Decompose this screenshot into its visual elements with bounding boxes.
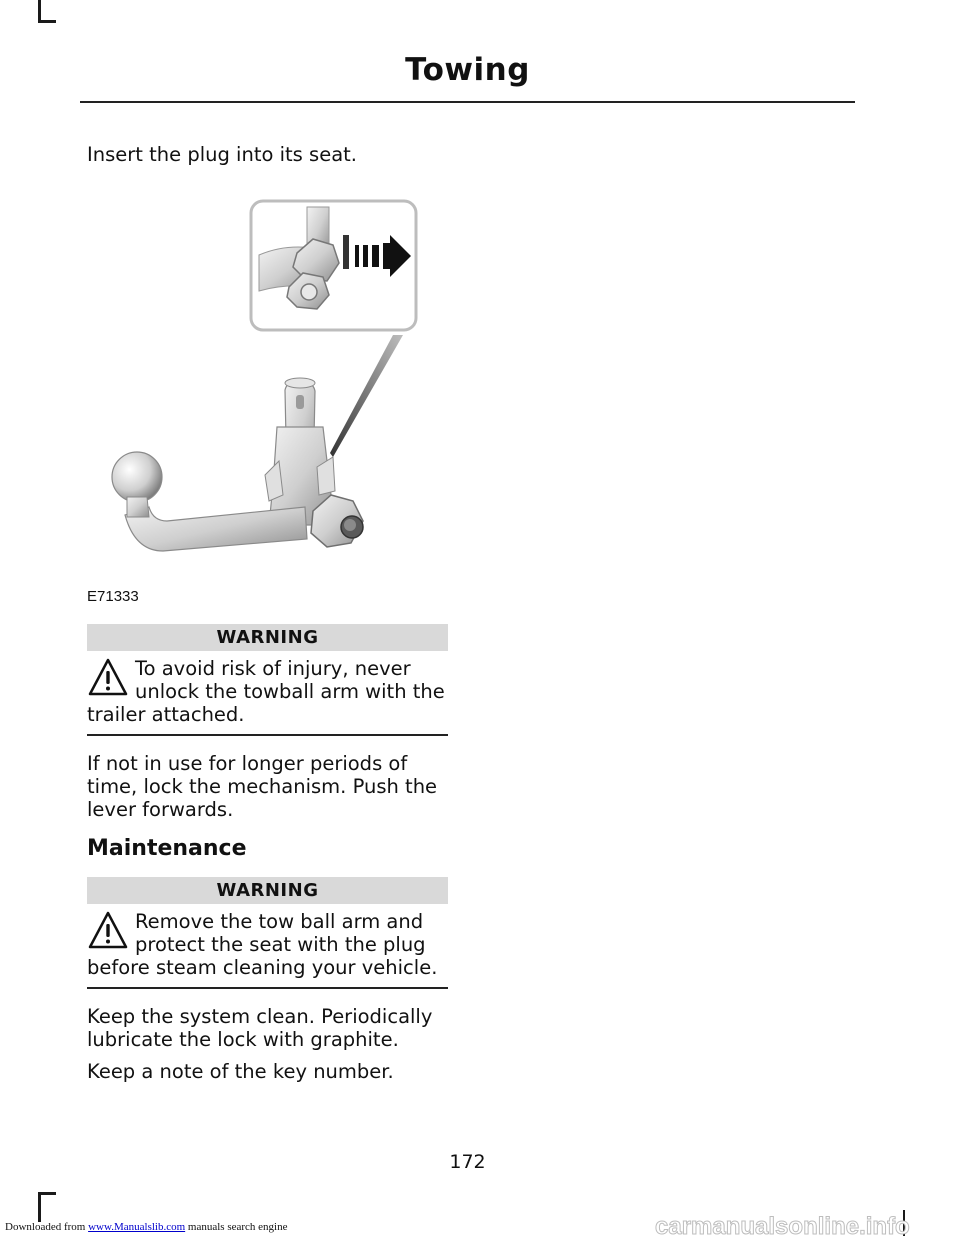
warning-box bbox=[87, 910, 448, 979]
warning-heading: WARNING bbox=[87, 624, 448, 651]
figure-code: E71333 bbox=[87, 588, 139, 605]
warning-text: To avoid risk of injury, never unlock the towball arm with the trailer attached. bbox=[87, 657, 445, 726]
warning-text: Remove the tow ball arm and protect the seat with the plug before steam cleaning your vehicle. bbox=[87, 910, 438, 979]
crop-mark-bottom-left bbox=[38, 1192, 41, 1222]
page-number: 172 bbox=[449, 1151, 486, 1173]
towball-illustration bbox=[87, 195, 427, 585]
crop-mark-top-left bbox=[38, 0, 41, 22]
warning-box bbox=[87, 657, 448, 726]
watermark-text: carmanualsonline.info bbox=[655, 1213, 910, 1240]
footer-prefix: Downloaded from bbox=[5, 1221, 89, 1233]
warning-rule bbox=[87, 734, 448, 736]
key-number-paragraph: Keep a note of the key number. bbox=[87, 1060, 394, 1083]
header-rule bbox=[80, 101, 855, 103]
lock-paragraph: If not in use for longer periods of time, lock the mechanism. Push the lever forwards. bbox=[87, 752, 438, 821]
crop-mark-top-left bbox=[38, 20, 56, 23]
maintenance-paragraph: Keep the system clean. Periodically lubricate the lock with graphite. bbox=[87, 1005, 433, 1051]
manualslib-link[interactable]: www.Manualslib.com bbox=[88, 1221, 186, 1233]
warning-rule bbox=[87, 987, 448, 989]
footer-suffix: manuals search engine bbox=[185, 1221, 288, 1233]
intro-paragraph: Insert the plug into its seat. bbox=[87, 143, 357, 166]
warning-heading: WARNING bbox=[87, 877, 448, 904]
page-title: Towing bbox=[405, 52, 530, 88]
warning-triangle-icon bbox=[87, 910, 129, 950]
download-footer bbox=[5, 1221, 287, 1233]
callout-pointer bbox=[330, 335, 403, 457]
site-watermark bbox=[655, 1212, 940, 1240]
towball-arm bbox=[112, 378, 363, 551]
section-heading: Maintenance bbox=[87, 836, 247, 861]
warning-triangle-icon bbox=[87, 657, 129, 697]
